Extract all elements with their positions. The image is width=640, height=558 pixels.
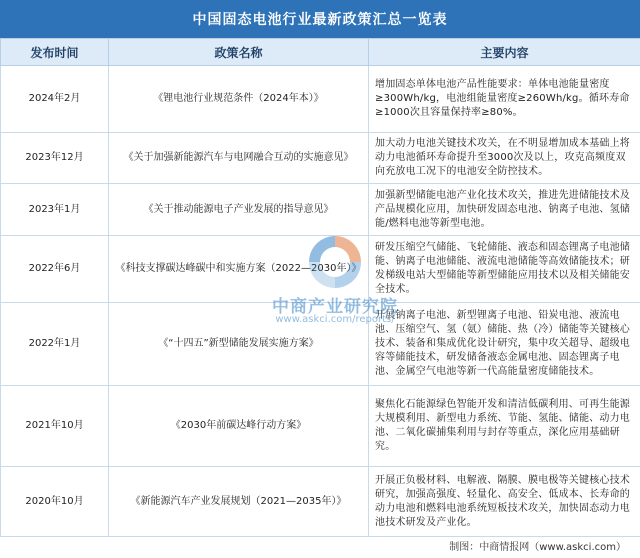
cell-content: 开展钠离子电池、新型锂离子电池、铅炭电池、液流电池、压缩空气、氢（氨）储能、热（冷）储能等关键核心技术、装备和集成优化设计研究，集中攻关超导、超级电容等储能技术，研发储备液态金属电池、固态锂离子电池、金属空气电池等新一代高能量密度储能技术。 — [369, 303, 640, 386]
cell-policy-name: 《关于推动能源电子产业发展的指导意见》 — [109, 184, 369, 236]
header-date: 发布时间 — [1, 39, 109, 66]
cell-date: 2023年12月 — [1, 133, 109, 184]
table-title: 中国固态电池行业最新政策汇总一览表 — [0, 0, 640, 38]
table-row — [1, 467, 640, 537]
cell-date: 2020年10月 — [1, 467, 109, 537]
watermark-name: 中商产业研究院 — [272, 297, 398, 317]
cell-policy-name: 《“十四五”新型储能发展实施方案》 — [109, 303, 369, 386]
table-row — [1, 236, 640, 303]
table-row — [1, 133, 640, 184]
cell-content: 聚焦化石能源绿色智能开发和清洁低碳利用、可再生能源大规模利用、新型电力系统、节能、氢能、储能、动力电池、二氧化碳捕集利用与封存等重点，深化应用基础研究。 — [369, 386, 640, 467]
cell-policy-name: 《锂电池行业规范条件（2024年本）》 — [109, 66, 369, 133]
cell-content: 开展正负极材料、电解液、隔膜、膜电极等关键核心技术研究，加强高强度、轻量化、高安全、低成本、长寿命的动力电池和燃料电池系统短板技术攻关，加快固态动力电池技术研发及产业化。 — [369, 467, 640, 537]
cell-date: 2022年1月 — [1, 303, 109, 386]
cell-date: 2021年10月 — [1, 386, 109, 467]
cell-content: 研发压缩空气储能、飞轮储能、液态和固态锂离子电池储能、钠离子电池储能、液流电池储能等高效储能技术；研发梯级电站大型储能等新型储能应用技术以及相关储能安全技术。 — [369, 236, 640, 303]
watermark-url: www.askci.com/reports/ — [275, 314, 395, 325]
cell-policy-name: 《新能源汽车产业发展规划（2021—2035年）》 — [109, 467, 369, 537]
cell-policy-name: 《关于加强新能源汽车与电网融合互动的实施意见》 — [109, 133, 369, 184]
header-content: 主要内容 — [369, 39, 640, 66]
source-note: 制图：中商情报网（www.askci.com） — [449, 542, 626, 553]
cell-policy-name: 《科技支撑碳达峰碳中和实施方案（2022—2030年）》 — [109, 236, 369, 303]
cell-date: 2022年6月 — [1, 236, 109, 303]
table-header-row — [1, 39, 640, 66]
cell-date: 2024年2月 — [1, 66, 109, 133]
table-row — [1, 184, 640, 236]
table-row — [1, 303, 640, 386]
cell-content: 增加固态单体电池产品性能要求：单体电池能量密度≥300Wh/kg，电池组能量密度≥260Wh/kg。循环寿命≥1000次且容量保持率≥80%。 — [369, 66, 640, 133]
header-name: 政策名称 — [109, 39, 369, 66]
cell-policy-name: 《2030年前碳达峰行动方案》 — [109, 386, 369, 467]
table-row — [1, 66, 640, 133]
cell-content: 加强新型储能电池产业化技术攻关，推进先进储能技术及产品规模化应用，加快研发固态电池、钠离子电池、氢储能/燃料电池等新型电池。 — [369, 184, 640, 236]
policy-table — [0, 38, 640, 537]
table-row — [1, 386, 640, 467]
cell-date: 2023年1月 — [1, 184, 109, 236]
cell-content: 加大动力电池关键技术攻关，在不明显增加成本基础上将动力电池循环寿命提升至3000次及以上，攻克高频度双向充放电工况下的电池安全防控技术。 — [369, 133, 640, 184]
